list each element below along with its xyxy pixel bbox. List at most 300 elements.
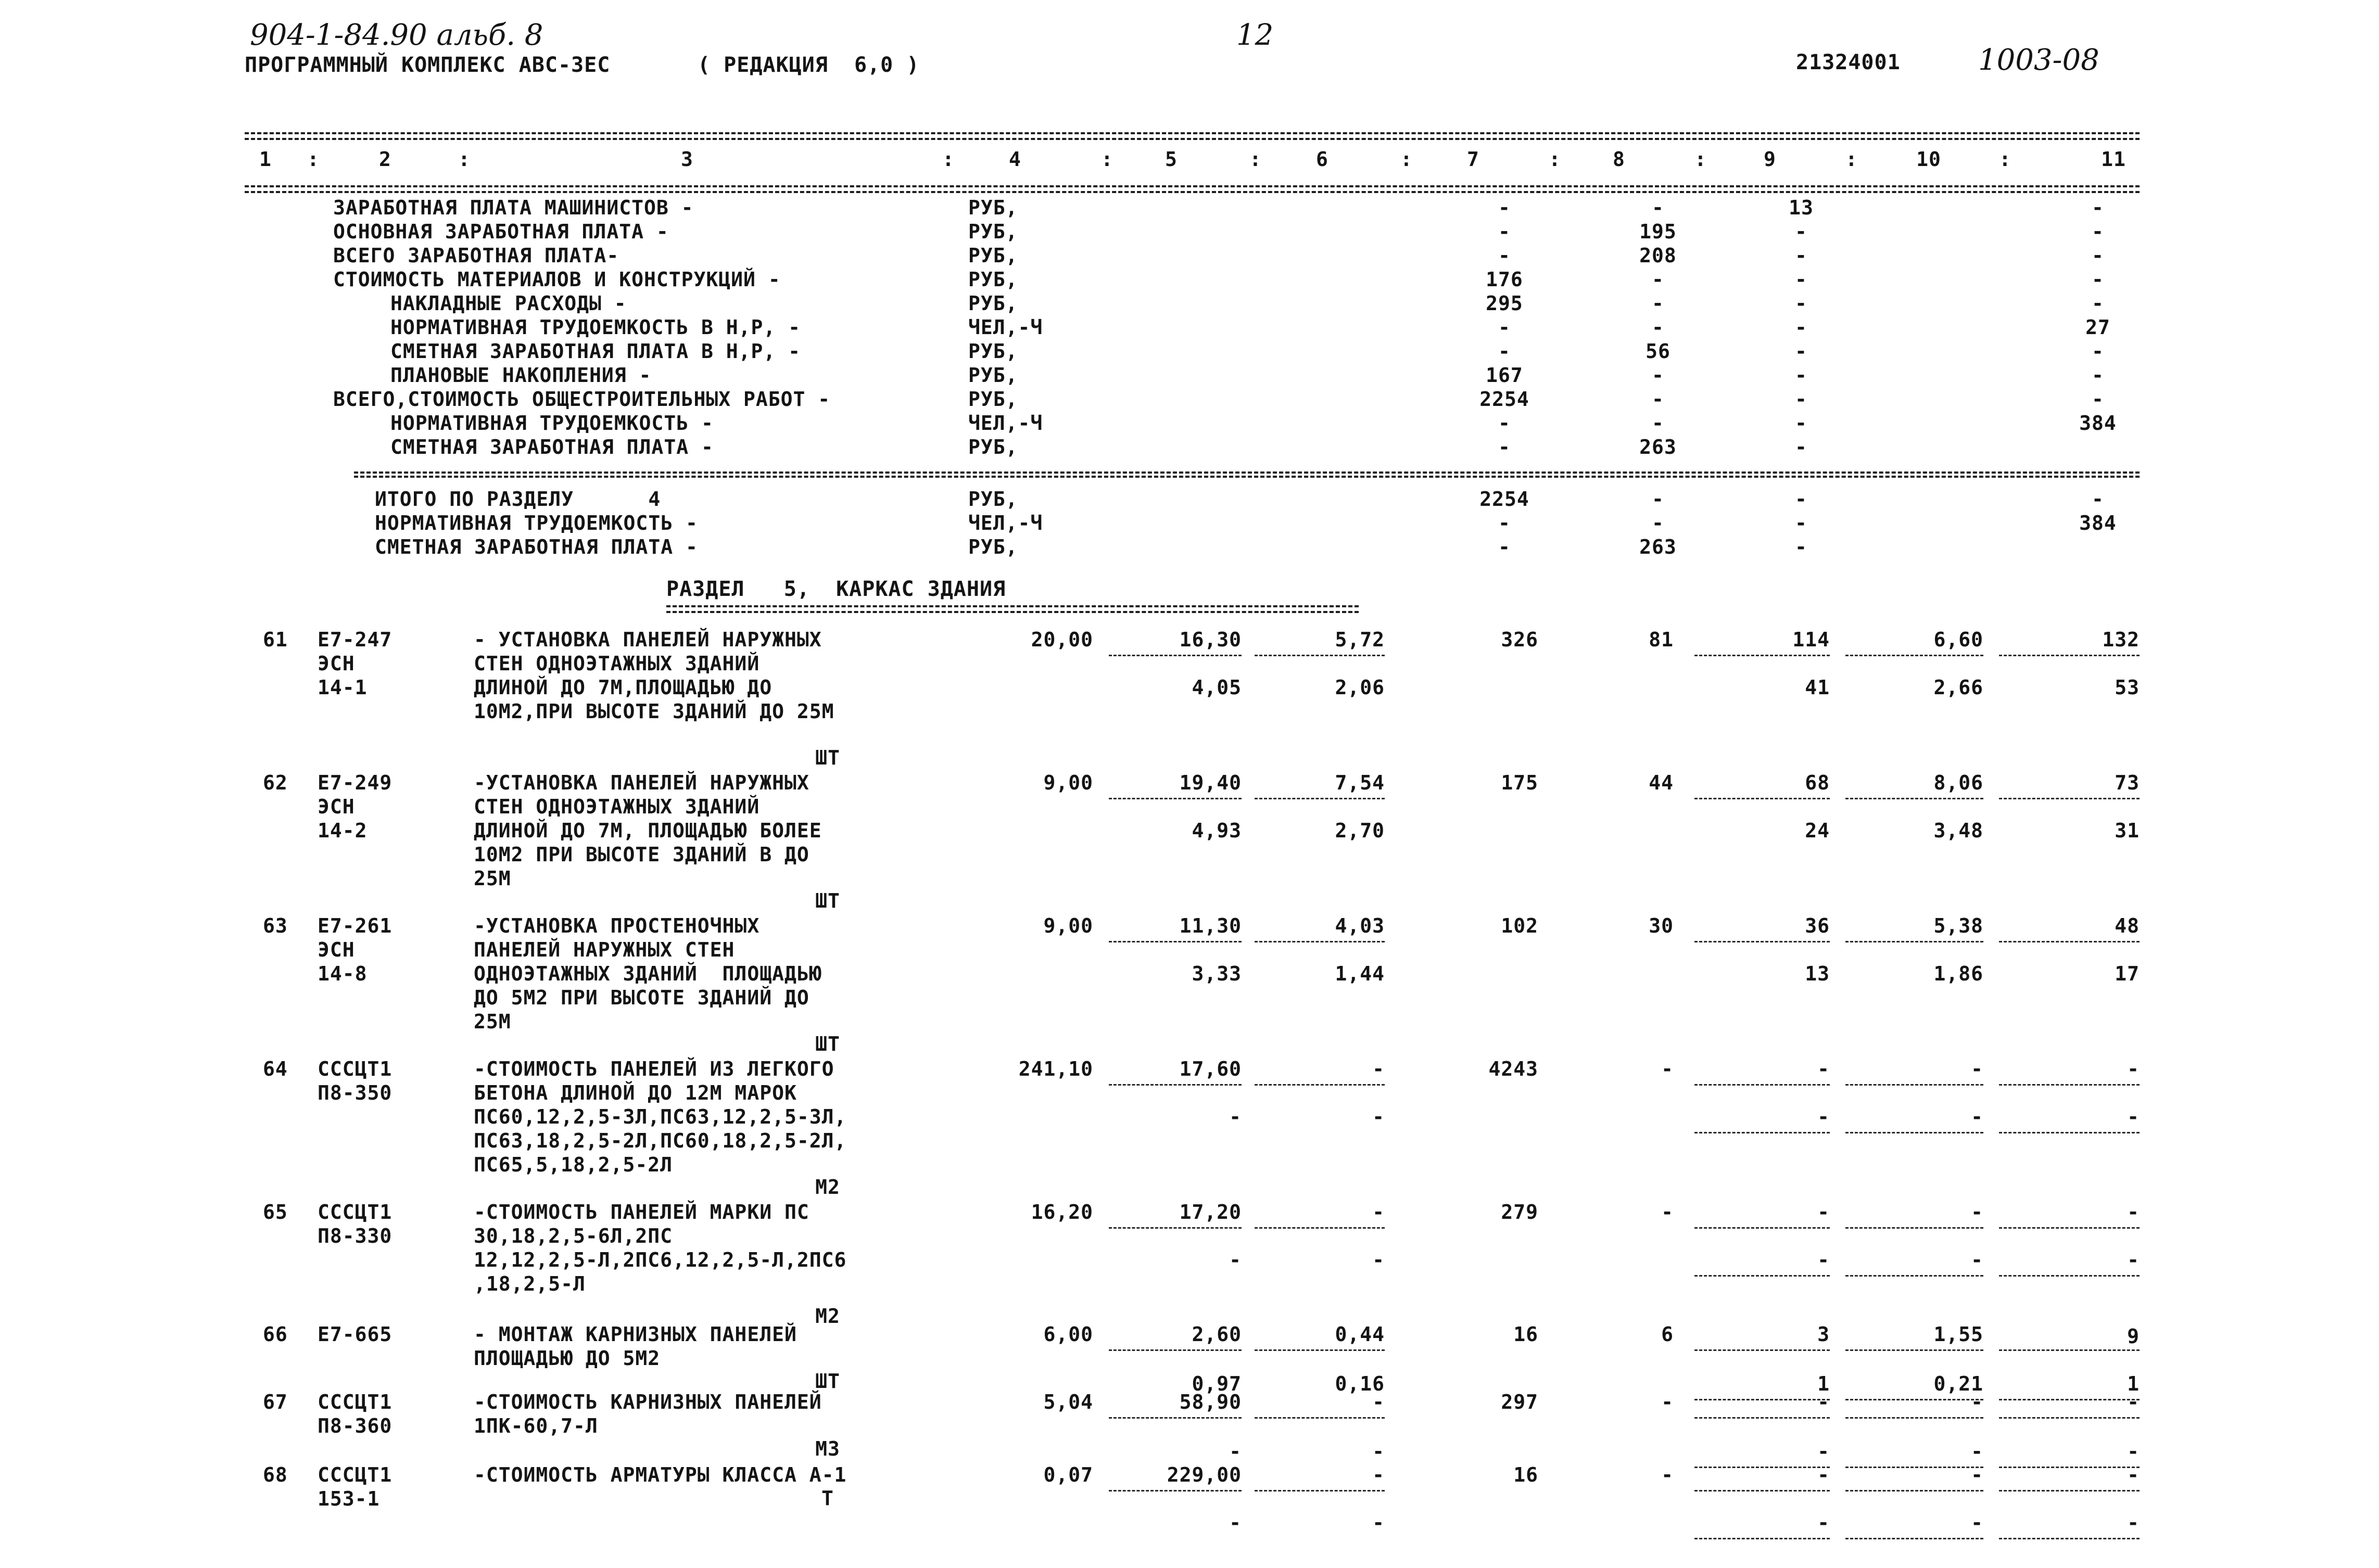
item-unit: М3: [815, 1437, 840, 1460]
summary-unit: ЧЕЛ,-Ч: [968, 316, 1043, 339]
item-c6b: -: [1372, 1105, 1385, 1128]
total-unit: РУБ,: [968, 488, 1018, 511]
summary-label: ПЛАНОВЫЕ НАКОПЛЕНИЯ -: [390, 364, 652, 387]
total-c8: -: [1652, 512, 1664, 534]
summary-label: НОРМАТИВНАЯ ТРУДОЕМКОСТЬ -: [390, 412, 714, 435]
item-unit: ШТ: [815, 746, 840, 769]
summary-c8: 208: [1639, 244, 1677, 267]
total-c9: -: [1795, 512, 1807, 534]
summary-label: СМЕТНАЯ ЗАРАБОТНАЯ ПЛАТА -: [390, 436, 714, 458]
item-unit: М2: [815, 1176, 840, 1199]
item-c9b: -: [1817, 1105, 1830, 1128]
summary-c9: -: [1795, 364, 1807, 387]
item-rule: [1999, 1538, 2140, 1539]
item-number: 67: [263, 1391, 288, 1413]
item-code: П8-330: [318, 1225, 393, 1247]
item-c8: 81: [1649, 628, 1674, 651]
summary-c7: -: [1498, 340, 1511, 363]
summary-c8: -: [1652, 292, 1664, 315]
item-rule: [1694, 1275, 1830, 1277]
item-rule: [1845, 1490, 1983, 1491]
summary-c7: -: [1498, 244, 1511, 267]
total-c7: -: [1498, 536, 1511, 558]
item-c9: -: [1817, 1463, 1830, 1486]
item-c6b: -: [1372, 1440, 1385, 1463]
item-rule: [1255, 941, 1385, 942]
item-c9: -: [1817, 1057, 1830, 1080]
column-header-8: 8: [1613, 148, 1625, 171]
item-c5: 2,60: [1192, 1323, 1242, 1346]
item-c6: 4,03: [1335, 914, 1385, 937]
item-c11: 9: [2127, 1325, 2140, 1348]
item-c4: 6,00: [1043, 1323, 1093, 1346]
item-number: 65: [263, 1201, 288, 1223]
item-c11b: -: [2127, 1511, 2140, 1534]
item-c9b: -: [1817, 1248, 1830, 1271]
item-c9: -: [1817, 1201, 1830, 1223]
item-code: СССЦТ1: [318, 1057, 393, 1080]
item-rule: [1845, 1084, 1983, 1086]
item-c11: 132: [2102, 628, 2140, 651]
item-c10b: 1,86: [1933, 962, 1983, 985]
item-c11b: 1: [2127, 1372, 2140, 1395]
summary-c11: -: [2092, 220, 2104, 243]
item-rule: [1845, 798, 1983, 799]
item-code: СССЦТ1: [318, 1201, 393, 1223]
item-description: 25М: [474, 1010, 511, 1033]
item-code: СССЦТ1: [318, 1463, 393, 1486]
item-rule: [1845, 1132, 1983, 1133]
item-description: -СТОИМОСТЬ ПАНЕЛЕЙ МАРКИ ПС: [474, 1201, 809, 1223]
item-c8: 30: [1649, 914, 1674, 937]
summary-c7: -: [1498, 412, 1511, 435]
total-unit: ЧЕЛ,-Ч: [968, 512, 1043, 534]
summary-c11: -: [2092, 196, 2104, 219]
column-header-9: 9: [1764, 148, 1776, 171]
item-c9b: 13: [1805, 962, 1830, 985]
item-rule: [1845, 1275, 1983, 1277]
item-rule: [1109, 1490, 1242, 1491]
column-separator: :: [307, 148, 320, 171]
item-rule: [1999, 1084, 2140, 1086]
item-c4: 5,04: [1043, 1391, 1093, 1413]
column-separator: :: [1845, 148, 1858, 171]
item-rule: [1999, 941, 2140, 942]
item-description: - УСТАНОВКА ПАНЕЛЕЙ НАРУЖНЫХ: [474, 628, 822, 651]
item-rule: [1845, 1349, 1983, 1351]
summary-label: НОРМАТИВНАЯ ТРУДОЕМКОСТЬ В Н,Р, -: [390, 316, 801, 339]
total-label: НОРМАТИВНАЯ ТРУДОЕМКОСТЬ -: [375, 512, 698, 534]
item-rule: [1255, 1084, 1385, 1086]
item-c5: 229,00: [1167, 1463, 1242, 1486]
item-c11b: -: [2127, 1105, 2140, 1128]
item-c10b: -: [1971, 1511, 1983, 1534]
item-description: -СТОИМОСТЬ АРМАТУРЫ КЛАССА А-1: [474, 1463, 847, 1486]
item-code: Е7-665: [318, 1323, 393, 1346]
item-description: ДЛИНОЙ ДО 7М, ПЛОЩАДЬЮ БОЛЕЕ: [474, 819, 822, 842]
item-c4: 9,00: [1043, 771, 1093, 794]
total-c8: 263: [1639, 536, 1677, 558]
item-description: ,18,2,5-Л: [474, 1272, 586, 1295]
item-description: 12,12,2,5-Л,2ПС6,12,2,5-Л,2ПС6: [474, 1248, 847, 1271]
item-rule: [1109, 1084, 1242, 1086]
total-label: СМЕТНАЯ ЗАРАБОТНАЯ ПЛАТА -: [375, 536, 698, 558]
item-c10: 5,38: [1933, 914, 1983, 937]
item-c4: 0,07: [1043, 1463, 1093, 1486]
item-rule: [1694, 1538, 1830, 1539]
item-description: ПС60,12,2,5-3Л,ПС63,12,2,5-3Л,: [474, 1105, 847, 1128]
item-description: 30,18,2,5-6Л,2ПС: [474, 1225, 673, 1247]
summary-label: СМЕТНАЯ ЗАРАБОТНАЯ ПЛАТА В Н,Р, -: [390, 340, 801, 363]
item-description: ПС63,18,2,5-2Л,ПС60,18,2,5-2Л,: [474, 1129, 847, 1152]
total-label: ИТОГО ПО РАЗДЕЛУ 4: [375, 488, 661, 511]
item-description: ПЛОЩАДЬЮ ДО 5М2: [474, 1347, 661, 1370]
item-c5: 19,40: [1179, 771, 1242, 794]
item-c11b: -: [2127, 1440, 2140, 1463]
summary-c7: -: [1498, 220, 1511, 243]
item-c5b: -: [1229, 1105, 1242, 1128]
summary-c11: -: [2092, 388, 2104, 411]
item-description: 25М: [474, 867, 511, 890]
item-c6: 7,54: [1335, 771, 1385, 794]
item-c9b: -: [1817, 1440, 1830, 1463]
item-unit: М2: [815, 1305, 840, 1328]
item-code: ЭСН: [318, 652, 355, 675]
handwritten-doc-ref: 904-1-84.90 альб. 8: [250, 18, 543, 52]
summary-c7: 167: [1486, 364, 1523, 387]
summary-label: ОСНОВНАЯ ЗАРАБОТНАЯ ПЛАТА -: [333, 220, 669, 243]
item-rule: [1694, 1132, 1830, 1133]
column-header-6: 6: [1316, 148, 1328, 171]
item-description: 10М2 ПРИ ВЫСОТЕ ЗДАНИЙ В ДО: [474, 843, 809, 866]
header-bottom-rule: [245, 185, 2140, 193]
item-c5: 17,20: [1179, 1201, 1242, 1223]
item-c7: 279: [1501, 1201, 1538, 1223]
column-header-5: 5: [1165, 148, 1178, 171]
item-description: СТЕН ОДНОЭТАЖНЫХ ЗДАНИЙ: [474, 652, 760, 675]
doc-number: 21324001: [1796, 50, 1901, 74]
summary-unit: РУБ,: [968, 436, 1018, 458]
summary-c9: -: [1795, 388, 1807, 411]
item-c4: 20,00: [1031, 628, 1093, 651]
summary-c8: -: [1652, 316, 1664, 339]
item-rule: [1999, 798, 2140, 799]
item-c6b: -: [1372, 1248, 1385, 1271]
item-c10: -: [1971, 1201, 1983, 1223]
item-c6: 5,72: [1335, 628, 1385, 651]
item-unit: Т: [821, 1487, 834, 1510]
column-header-1: 1: [259, 148, 272, 171]
item-rule: [1109, 1349, 1242, 1351]
item-c11b: 31: [2115, 819, 2140, 842]
item-c8: -: [1661, 1391, 1674, 1413]
item-c9: 36: [1805, 914, 1830, 937]
summary-unit: РУБ,: [968, 292, 1018, 315]
item-c6b: -: [1372, 1511, 1385, 1534]
item-rule: [1694, 1349, 1830, 1351]
item-c9b: -: [1817, 1511, 1830, 1534]
summary-c9: -: [1795, 220, 1807, 243]
summary-unit: РУБ,: [968, 268, 1018, 291]
item-c7: 297: [1501, 1391, 1538, 1413]
column-header-11: 11: [2101, 148, 2126, 171]
summary-c8: 56: [1646, 340, 1671, 363]
summary-unit: РУБ,: [968, 388, 1018, 411]
item-rule: [1255, 1490, 1385, 1491]
column-header-2: 2: [379, 148, 391, 171]
edition-label: ( РЕДАКЦИЯ 6,0 ): [698, 53, 920, 77]
item-rule: [1255, 798, 1385, 799]
item-c5b: -: [1229, 1511, 1242, 1534]
item-c10b: 2,66: [1933, 676, 1983, 699]
item-number: 66: [263, 1323, 288, 1346]
column-header-7: 7: [1467, 148, 1479, 171]
item-rule: [1999, 1132, 2140, 1133]
item-description: СТЕН ОДНОЭТАЖНЫХ ЗДАНИЙ: [474, 795, 760, 818]
item-rule: [1999, 1227, 2140, 1229]
item-code: Е7-249: [318, 771, 393, 794]
total-unit: РУБ,: [968, 536, 1018, 558]
item-c7: 16: [1513, 1463, 1538, 1486]
item-c6: -: [1372, 1201, 1385, 1223]
summary-c7: 295: [1486, 292, 1523, 315]
summary-c8: -: [1652, 268, 1664, 291]
item-c9b: 41: [1805, 676, 1830, 699]
item-code: Е7-261: [318, 914, 393, 937]
item-c5: 58,90: [1179, 1391, 1242, 1413]
item-c6: 0,44: [1335, 1323, 1385, 1346]
item-rule: [1255, 655, 1385, 656]
summary-c8: 195: [1639, 220, 1677, 243]
column-separator: :: [1999, 148, 2011, 171]
item-c9b: 1: [1817, 1372, 1830, 1395]
item-c7: 4243: [1488, 1057, 1538, 1080]
item-rule: [1694, 941, 1830, 942]
summary-c8: -: [1652, 196, 1664, 219]
item-c10b: 0,21: [1933, 1372, 1983, 1395]
summary-c8: -: [1652, 388, 1664, 411]
column-separator: :: [942, 148, 955, 171]
item-number: 63: [263, 914, 288, 937]
item-description: ПАНЕЛЕЙ НАРУЖНЫХ СТЕН: [474, 938, 735, 961]
item-c9: 68: [1805, 771, 1830, 794]
summary-label: ВСЕГО,СТОИМОСТЬ ОБЩЕСТРОИТЕЛЬНЫХ РАБОТ -: [333, 388, 831, 411]
column-separator: :: [1249, 148, 1262, 171]
item-code: ЭСН: [318, 795, 355, 818]
item-rule: [1694, 1417, 1830, 1419]
item-code: 14-2: [318, 819, 368, 842]
total-c9: -: [1795, 488, 1807, 511]
item-rule: [1694, 798, 1830, 799]
item-c9b: 24: [1805, 819, 1830, 842]
item-description: -СТОИМОСТЬ КАРНИЗНЫХ ПАНЕЛЕЙ: [474, 1391, 822, 1413]
item-description: 10М2,ПРИ ВЫСОТЕ ЗДАНИЙ ДО 25М: [474, 700, 834, 723]
item-code: Е7-247: [318, 628, 393, 651]
item-c10b: -: [1971, 1248, 1983, 1271]
item-unit: ШТ: [815, 1032, 840, 1055]
item-c6b: 2,70: [1335, 819, 1385, 842]
item-c10: 1,55: [1933, 1323, 1983, 1346]
total-c11: 384: [2079, 512, 2117, 534]
section5-title-underline: [666, 605, 1359, 613]
column-header-3: 3: [681, 148, 693, 171]
item-c4: 16,20: [1031, 1201, 1093, 1223]
item-c5: 11,30: [1179, 914, 1242, 937]
item-description: 1ПК-60,7-Л: [474, 1414, 598, 1437]
item-rule: [1694, 1227, 1830, 1229]
summary-rule-2: [354, 476, 2140, 478]
item-c10: -: [1971, 1057, 1983, 1080]
total-c11: -: [2092, 488, 2104, 511]
item-c5: 17,60: [1179, 1057, 1242, 1080]
item-rule: [1845, 1538, 1983, 1539]
summary-c9: -: [1795, 340, 1807, 363]
item-rule: [1999, 1417, 2140, 1419]
item-c7: 102: [1501, 914, 1538, 937]
item-rule: [1845, 941, 1983, 942]
item-rule: [1845, 655, 1983, 656]
item-rule: [1999, 1275, 2140, 1277]
column-separator: :: [1400, 148, 1413, 171]
item-c6: -: [1372, 1463, 1385, 1486]
summary-c9: 13: [1789, 196, 1814, 219]
item-c8: -: [1661, 1463, 1674, 1486]
summary-c11: 384: [2079, 412, 2117, 435]
item-c5b: 0,97: [1192, 1372, 1242, 1395]
item-c7: 326: [1501, 628, 1538, 651]
item-c5b: 3,33: [1192, 962, 1242, 985]
item-code: 14-8: [318, 962, 368, 985]
program-title: ПРОГРАММНЫЙ КОМПЛЕКС АВС-ЗЕС: [245, 53, 611, 77]
item-c4: 241,10: [1018, 1057, 1093, 1080]
summary-c9: -: [1795, 244, 1807, 267]
column-separator: :: [458, 148, 471, 171]
item-c8: -: [1661, 1201, 1674, 1223]
item-c11: -: [2127, 1391, 2140, 1413]
item-c10b: 3,48: [1933, 819, 1983, 842]
item-rule: [1109, 798, 1242, 799]
item-c11b: 17: [2115, 962, 2140, 985]
summary-c11: -: [2092, 364, 2104, 387]
item-c10: 8,06: [1933, 771, 1983, 794]
summary-c11: -: [2092, 268, 2104, 291]
summary-c9: -: [1795, 292, 1807, 315]
summary-unit: РУБ,: [968, 364, 1018, 387]
item-number: 61: [263, 628, 288, 651]
item-c6b: 0,16: [1335, 1372, 1385, 1395]
summary-rule: [354, 471, 2140, 474]
item-c10: -: [1971, 1463, 1983, 1486]
total-c7: -: [1498, 512, 1511, 534]
column-header-4: 4: [1009, 148, 1021, 171]
item-c8: 44: [1649, 771, 1674, 794]
item-rule: [1845, 1227, 1983, 1229]
page-number: 12: [1236, 18, 1274, 52]
item-c5b: 4,93: [1192, 819, 1242, 842]
summary-unit: ЧЕЛ,-Ч: [968, 412, 1043, 435]
column-separator: :: [1101, 148, 1113, 171]
summary-c11: -: [2092, 340, 2104, 363]
section5-title: РАЗДЕЛ 5, КАРКАС ЗДАНИЯ: [666, 577, 1006, 601]
item-c8: -: [1661, 1057, 1674, 1080]
item-description: ОДНОЭТАЖНЫХ ЗДАНИЙ ПЛОЩАДЬЮ: [474, 962, 822, 985]
summary-unit: РУБ,: [968, 340, 1018, 363]
item-description: -УСТАНОВКА ПРОСТЕНОЧНЫХ: [474, 914, 760, 937]
item-description: ДЛИНОЙ ДО 7М,ПЛОЩАДЬЮ ДО: [474, 676, 773, 699]
item-c11: 48: [2115, 914, 2140, 937]
summary-label: НАКЛАДНЫЕ РАСХОДЫ -: [390, 292, 627, 315]
item-c10b: -: [1971, 1105, 1983, 1128]
summary-label: ЗАРАБОТНАЯ ПЛАТА МАШИНИСТОВ -: [333, 196, 694, 219]
summary-c11: 27: [2085, 316, 2110, 339]
item-rule: [1694, 1490, 1830, 1491]
summary-c9: -: [1795, 412, 1807, 435]
column-separator: :: [1694, 148, 1707, 171]
item-c6b: 2,06: [1335, 676, 1385, 699]
item-c11b: 53: [2115, 676, 2140, 699]
item-rule: [1255, 1417, 1385, 1419]
item-c9: 114: [1792, 628, 1830, 651]
summary-c8: 263: [1639, 436, 1677, 458]
item-c9: 3: [1817, 1323, 1830, 1346]
total-c7: 2254: [1479, 488, 1529, 511]
summary-c8: -: [1652, 412, 1664, 435]
item-rule: [1109, 1417, 1242, 1419]
item-rule: [1845, 1417, 1983, 1419]
item-c5b: -: [1229, 1440, 1242, 1463]
summary-c7: 176: [1486, 268, 1523, 291]
item-c9: -: [1817, 1391, 1830, 1413]
item-c11: -: [2127, 1057, 2140, 1080]
item-rule: [1694, 1084, 1830, 1086]
item-code: 153-1: [318, 1487, 380, 1510]
summary-c7: 2254: [1479, 388, 1529, 411]
item-code: 14-1: [318, 676, 368, 699]
item-rule: [1999, 655, 2140, 656]
item-c6: -: [1372, 1057, 1385, 1080]
item-rule: [1109, 655, 1242, 656]
item-description: -УСТАНОВКА ПАНЕЛЕЙ НАРУЖНЫХ: [474, 771, 809, 794]
item-number: 62: [263, 771, 288, 794]
item-c10b: -: [1971, 1440, 1983, 1463]
column-separator: :: [1549, 148, 1561, 171]
item-rule: [1109, 1227, 1242, 1229]
summary-label: ВСЕГО ЗАРАБОТНАЯ ПЛАТА-: [333, 244, 619, 267]
item-description: ДО 5М2 ПРИ ВЫСОТЕ ЗДАНИЙ ДО: [474, 986, 809, 1009]
summary-c9: -: [1795, 268, 1807, 291]
item-c5: 16,30: [1179, 628, 1242, 651]
item-rule: [1999, 1349, 2140, 1351]
item-description: -СТОИМОСТЬ ПАНЕЛЕЙ ИЗ ЛЕГКОГО: [474, 1057, 834, 1080]
header-top-rule: [245, 132, 2140, 140]
item-description: БЕТОНА ДЛИНОЙ ДО 12М МАРОК: [474, 1081, 797, 1104]
item-rule: [1255, 1349, 1385, 1351]
total-c9: -: [1795, 536, 1807, 558]
item-rule: [1999, 1490, 2140, 1491]
item-c11b: -: [2127, 1248, 2140, 1271]
item-code: П8-360: [318, 1414, 393, 1437]
summary-c7: -: [1498, 316, 1511, 339]
item-number: 64: [263, 1057, 288, 1080]
item-number: 68: [263, 1463, 288, 1486]
summary-unit: РУБ,: [968, 244, 1018, 267]
item-unit: ШТ: [815, 1370, 840, 1393]
item-c6b: 1,44: [1335, 962, 1385, 985]
item-c10: -: [1971, 1391, 1983, 1413]
item-code: СССЦТ1: [318, 1391, 393, 1413]
summary-c8: -: [1652, 364, 1664, 387]
summary-unit: РУБ,: [968, 220, 1018, 243]
